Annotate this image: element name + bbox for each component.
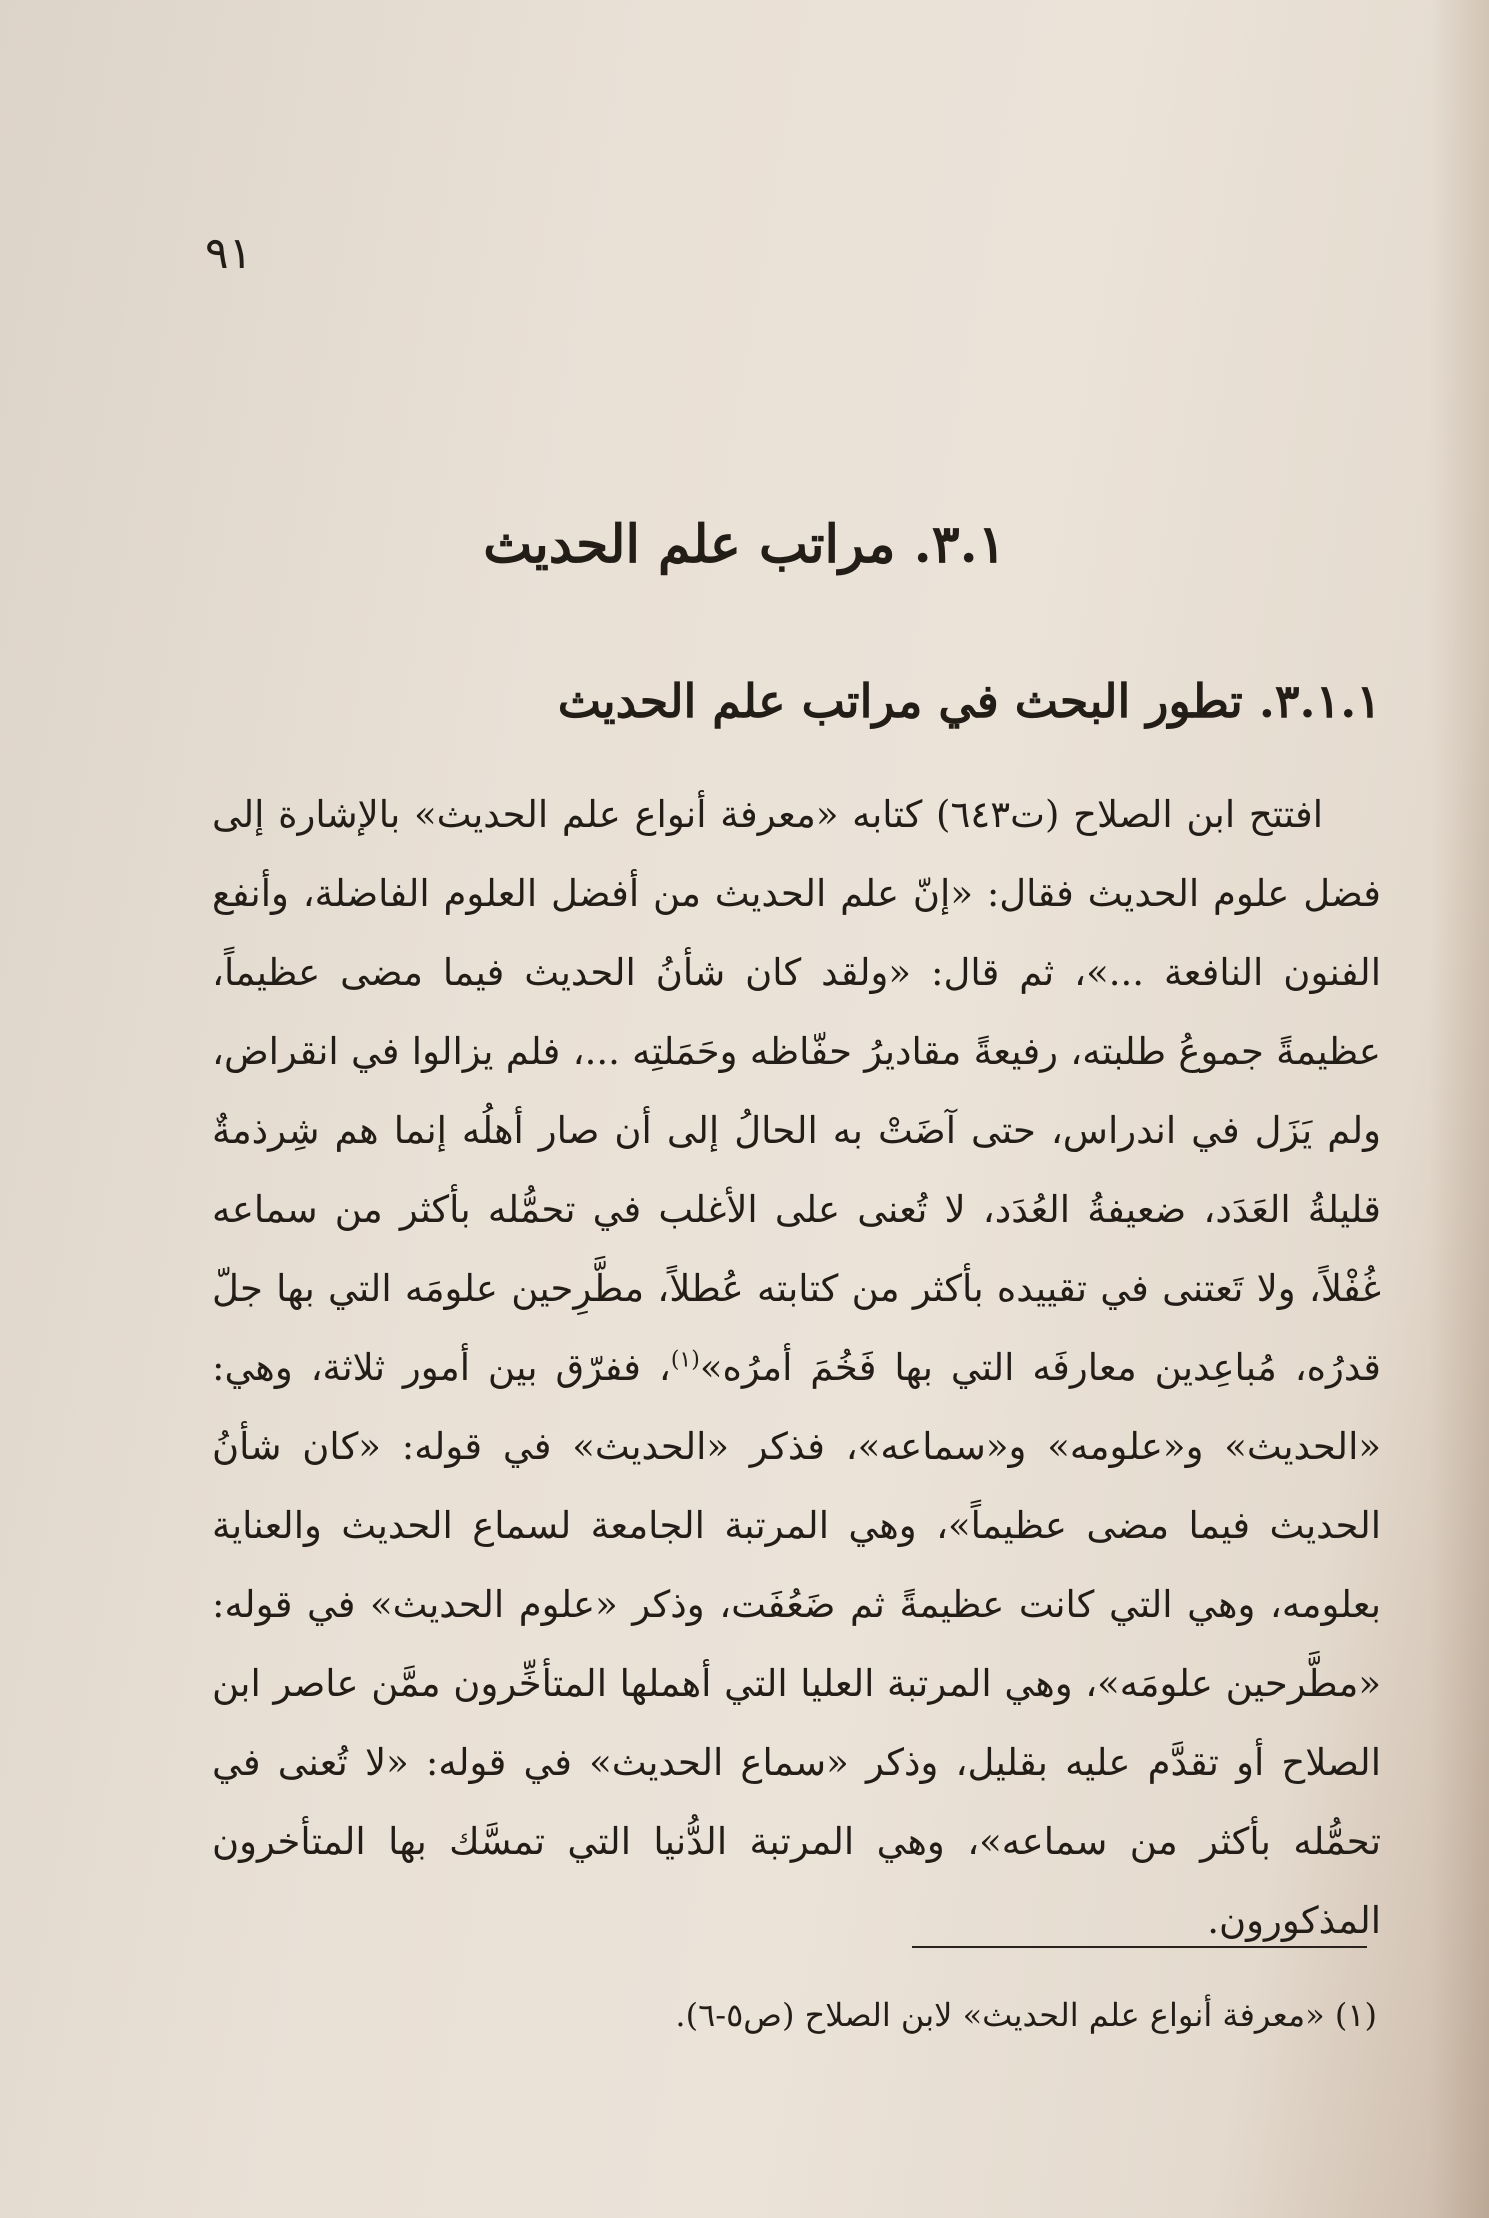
section-heading: ٣.١. مراتب علم الحديث bbox=[483, 514, 1006, 575]
page-number: ٩١ bbox=[205, 228, 253, 279]
footnote: (١) «معرفة أنواع علم الحديث» لابن الصلاح (ص٥-٦). bbox=[675, 1996, 1377, 2034]
paragraph-text-part-1: افتتح ابن الصلاح (ت٦٤٣) كتابه «معرفة أنواع علم الحديث» بالإشارة إلى فضل علوم الحديث فقال: «إنّ علم الحديث من أفضل العلوم الفاضلة، وأنفع الفنون النافعة ...»، ثم قال: «ولقد كان شأنُ الحديث فيما مضى عظيماً، عظيمةً جموعُ طلبته، رفيعةً مقاديرُ حفّاظه وحَمَلتِه ...، فلم يزالوا في انقراض، ولم يَزَل في اندراس، حتى آضَتْ به الحالُ إلى أن صار أهلُه إنما هم شِرذمةٌ قليلةُ العَدَد، ضعيفةُ العُدَد، لا تُعنى على الأغلب في تحمُّله بأكثر من سماعه غُفْلاً، ولا تَعتنى في تقييده بأكثر من كتابته عُطلاً، مطَّرِحين علومَه التي بها جلّ قدرُه، مُباعِدين معارفَه التي بها فَخُمَ أمرُه» bbox=[212, 793, 1381, 1389]
paragraph-text-part-2: ، ففرّق بين أمور ثلاثة، وهي: «الحديث» و«علومه» و«سماعه»، فذكر «الحديث» في قوله: «كان شأنُ الحديث فيما مضى عظيماً»، وهي المرتبة الجامعة لسماع الحديث والعناية بعلومه، وهي التي كانت عظيمةً ثم ضَعُفَت، وذكر «علوم الحديث» في قوله: «مطَّرحين علومَه»، وهي المرتبة العليا التي أهملها المتأخِّرون ممَّن عاصر ابن الصلاح أو تقدَّم عليه بقليل، وذكر «سماع الحديث» في قوله: «لا تُعنى في تحمُّله بأكثر من سماعه»، وهي المرتبة الدُّنيا التي تمسَّك بها المتأخرون المذكورون. bbox=[212, 1346, 1381, 1942]
body-text bbox=[212, 775, 1381, 1960]
footnote-marker: (١) bbox=[670, 1347, 700, 1373]
page-edge-shadow bbox=[1429, 0, 1489, 2218]
footnote-divider bbox=[912, 1946, 1367, 1948]
subsection-heading: ٣.١.١. تطور البحث في مراتب علم الحديث bbox=[557, 674, 1381, 728]
body-paragraph bbox=[212, 775, 1381, 1960]
